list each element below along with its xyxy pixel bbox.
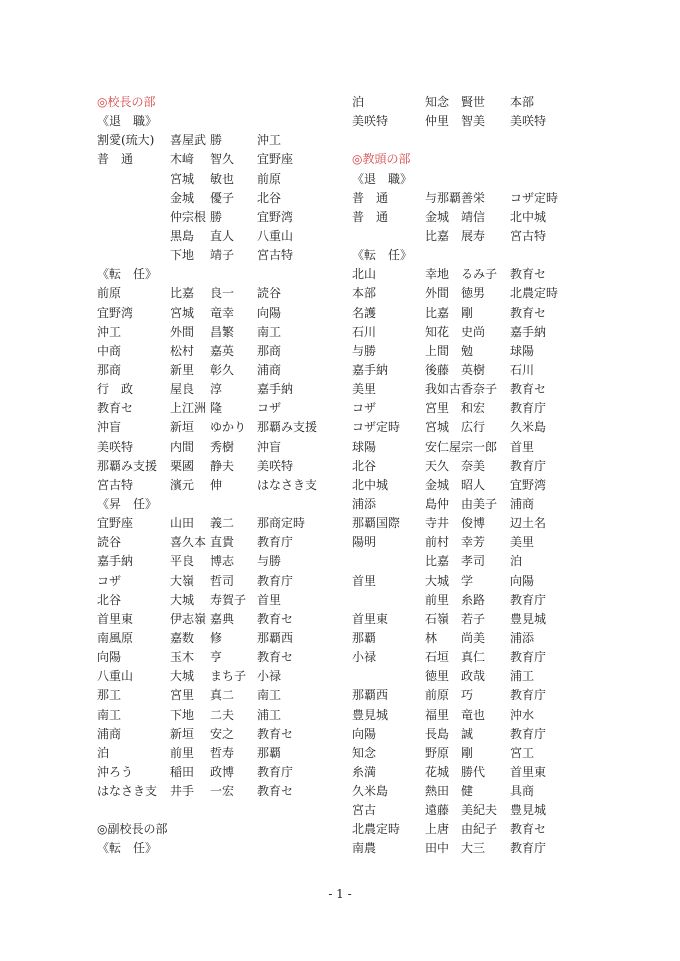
surname: 知花 bbox=[425, 324, 450, 339]
surname: 黒島 bbox=[170, 228, 195, 243]
given-name: 和宏 bbox=[461, 401, 486, 416]
given-name: 哲司 bbox=[210, 573, 235, 588]
from-school: 美咲特 bbox=[352, 114, 389, 129]
surname: 宮里 bbox=[425, 401, 450, 416]
given-name: 幸芳 bbox=[461, 535, 486, 550]
to-school: 豊見城 bbox=[510, 611, 547, 626]
surname: 宮城 bbox=[170, 305, 195, 320]
surname: 井手 bbox=[170, 784, 195, 799]
from-school: 那工 bbox=[97, 688, 122, 703]
given-name: 良一 bbox=[210, 286, 235, 301]
from-school: 北谷 bbox=[352, 458, 377, 473]
heading-text: 《昇 任》 bbox=[97, 496, 158, 511]
given-name: 展寿 bbox=[461, 228, 486, 243]
from-school: 那覇 bbox=[352, 630, 377, 645]
surname: 伊志嶺 bbox=[170, 611, 207, 626]
given-name: 勝代 bbox=[461, 764, 486, 779]
from-school: 普 通 bbox=[97, 152, 134, 167]
to-school: 教育セ bbox=[510, 267, 547, 282]
surname: 上唐 bbox=[425, 822, 450, 837]
page-number: - 1 - bbox=[328, 887, 352, 901]
given-name: 竜幸 bbox=[210, 305, 235, 320]
surname: 宮城 bbox=[170, 171, 195, 186]
from-school: 那商 bbox=[97, 362, 122, 377]
to-school: はなさき支 bbox=[257, 477, 318, 492]
from-school: 宜野湾 bbox=[97, 305, 134, 320]
surname: 石垣 bbox=[425, 650, 450, 665]
to-school: 宜野座 bbox=[257, 152, 294, 167]
given-name: 剛 bbox=[461, 745, 474, 760]
surname: 上江洲 bbox=[170, 401, 207, 416]
given-name: 智美 bbox=[461, 114, 486, 129]
given-name: 健 bbox=[461, 784, 474, 799]
to-school: 豊見城 bbox=[510, 803, 547, 818]
given-name: 敏也 bbox=[210, 171, 235, 186]
given-name: 善栄 bbox=[461, 190, 486, 205]
surname: 新里 bbox=[170, 362, 195, 377]
given-name: 由紀子 bbox=[461, 822, 498, 837]
from-school: 北山 bbox=[352, 267, 377, 282]
to-school: 教育庁 bbox=[510, 841, 547, 856]
from-school: 中商 bbox=[97, 343, 122, 358]
given-name: 史尚 bbox=[461, 324, 486, 339]
to-school: 教育庁 bbox=[510, 650, 547, 665]
surname: 松村 bbox=[170, 343, 195, 358]
given-name: 昌繁 bbox=[210, 324, 235, 339]
from-school: 首里東 bbox=[97, 611, 134, 626]
given-name: まち子 bbox=[210, 669, 247, 684]
to-school: 那商 bbox=[257, 343, 282, 358]
to-school: 本部 bbox=[510, 95, 535, 109]
from-school: 与勝 bbox=[352, 343, 377, 358]
surname: 仲里 bbox=[425, 114, 450, 129]
given-name: 修 bbox=[210, 630, 223, 645]
given-name: 尚美 bbox=[461, 630, 486, 645]
to-school: 教育庁 bbox=[257, 535, 294, 550]
to-school: 沖水 bbox=[510, 707, 535, 722]
from-school: 浦商 bbox=[97, 726, 122, 741]
to-school: 八重山 bbox=[257, 228, 294, 243]
surname: 内間 bbox=[170, 439, 195, 454]
to-school: 小禄 bbox=[257, 669, 282, 684]
to-school: 那覇西 bbox=[257, 630, 294, 645]
surname: 幸地 bbox=[425, 267, 450, 282]
heading-text: 《退 職》 bbox=[352, 171, 413, 186]
to-school: 教育セ bbox=[257, 611, 294, 626]
from-school: コザ bbox=[97, 573, 122, 588]
given-name: るみ子 bbox=[461, 267, 498, 282]
given-name: ゆかり bbox=[210, 420, 247, 435]
from-school: 北農定時 bbox=[352, 822, 401, 837]
from-school: 那覇国際 bbox=[352, 516, 401, 531]
to-school: 美里 bbox=[510, 535, 535, 550]
from-school: 首里東 bbox=[352, 611, 389, 626]
from-school: 宜野座 bbox=[97, 516, 134, 531]
to-school: 教育庁 bbox=[510, 688, 547, 703]
to-school: 教育セ bbox=[510, 382, 547, 397]
given-name: 淳 bbox=[210, 382, 223, 397]
given-name: 剛 bbox=[461, 305, 474, 320]
surname: 田中 bbox=[425, 841, 450, 856]
to-school: 北中城 bbox=[510, 209, 547, 224]
given-name: 糸路 bbox=[461, 592, 486, 607]
surname: 平良 bbox=[170, 554, 195, 569]
surname: 上間 bbox=[425, 343, 450, 358]
to-school: 浦添 bbox=[510, 630, 535, 645]
given-name: 靖子 bbox=[210, 248, 235, 263]
given-name: 秀樹 bbox=[210, 439, 235, 454]
heading-text: 《退 職》 bbox=[97, 114, 158, 129]
from-school: 教育セ bbox=[97, 401, 134, 416]
given-name: 賢世 bbox=[461, 95, 486, 109]
from-school: 北谷 bbox=[97, 592, 122, 607]
surname: 濱元 bbox=[170, 477, 195, 492]
given-name: 優子 bbox=[210, 190, 235, 205]
from-school: 浦添 bbox=[352, 496, 377, 511]
surname: 知念 bbox=[425, 95, 450, 109]
from-school: コザ定時 bbox=[352, 420, 401, 435]
surname: 外間 bbox=[425, 286, 450, 301]
surname: 福里 bbox=[425, 707, 450, 722]
surname: 大城 bbox=[170, 592, 195, 607]
given-name: 直人 bbox=[210, 228, 235, 243]
to-school: 与勝 bbox=[257, 554, 282, 569]
surname: 喜久本 bbox=[170, 535, 207, 550]
given-name: 直貴 bbox=[210, 535, 235, 550]
from-school: 南風原 bbox=[97, 630, 134, 645]
given-name: 政哉 bbox=[461, 669, 486, 684]
surname: 宮里 bbox=[170, 688, 195, 703]
from-school: 陽明 bbox=[352, 535, 377, 550]
given-name: 奈美 bbox=[461, 458, 486, 473]
to-school: 読谷 bbox=[257, 286, 282, 301]
to-school: 浦工 bbox=[510, 669, 535, 684]
surname: 下地 bbox=[170, 248, 195, 263]
from-school: 沖盲 bbox=[97, 420, 122, 435]
surname: 前原 bbox=[425, 688, 450, 703]
from-school: 石川 bbox=[352, 324, 377, 339]
surname: 野原 bbox=[425, 745, 450, 760]
from-school: 糸満 bbox=[352, 764, 377, 779]
from-school: 久米島 bbox=[352, 784, 389, 799]
to-school: 宮工 bbox=[510, 745, 535, 760]
surname: 比嘉 bbox=[170, 286, 195, 301]
surname: 嘉数 bbox=[170, 630, 195, 645]
heading-text: 《転 任》 bbox=[352, 248, 413, 263]
to-school: 美咲特 bbox=[510, 114, 547, 129]
given-name: 誠 bbox=[461, 726, 474, 741]
from-school: 宮古特 bbox=[97, 477, 134, 492]
surname: 比嘉 bbox=[425, 228, 450, 243]
to-school: 教育セ bbox=[510, 822, 547, 837]
given-name: 智久 bbox=[210, 152, 235, 167]
to-school: 向陽 bbox=[257, 305, 282, 320]
from-school: 泊 bbox=[97, 745, 110, 760]
to-school: 首里東 bbox=[510, 764, 547, 779]
from-school: 行 政 bbox=[97, 382, 134, 397]
from-school: 前原 bbox=[97, 286, 122, 301]
from-school: 普 通 bbox=[352, 209, 389, 224]
from-school: 豊見城 bbox=[352, 707, 389, 722]
from-school: 沖工 bbox=[97, 324, 122, 339]
from-school: 南農 bbox=[352, 841, 377, 856]
given-name: 昭人 bbox=[461, 477, 486, 492]
to-school: コザ定時 bbox=[510, 190, 559, 205]
from-school: 小禄 bbox=[352, 650, 377, 665]
given-name: 嘉典 bbox=[210, 611, 235, 626]
given-name: 勉 bbox=[461, 343, 474, 358]
from-school: 向陽 bbox=[352, 726, 377, 741]
to-school: 宮古特 bbox=[257, 248, 294, 263]
surname: 前里 bbox=[170, 745, 195, 760]
to-school: 那商定時 bbox=[257, 516, 306, 531]
surname: 石嶺 bbox=[425, 611, 450, 626]
given-name: 俊博 bbox=[461, 516, 486, 531]
surname: 宮城 bbox=[425, 420, 450, 435]
to-school: 前原 bbox=[257, 171, 282, 186]
to-school: 久米島 bbox=[510, 420, 547, 435]
heading-text: ◎校長の部 bbox=[97, 95, 156, 109]
to-school: 那覇み支援 bbox=[257, 420, 318, 435]
from-school: 泊 bbox=[352, 95, 365, 109]
to-school: 嘉手納 bbox=[257, 382, 294, 397]
to-school: 北農定時 bbox=[510, 286, 559, 301]
heading-text: 《転 任》 bbox=[97, 841, 158, 856]
given-name: 学 bbox=[461, 573, 474, 588]
from-school: 割愛(琉大) bbox=[97, 133, 155, 148]
from-school: 北中城 bbox=[352, 477, 389, 492]
given-name: 巧 bbox=[461, 688, 474, 703]
surname: 仲宗根 bbox=[170, 209, 207, 224]
surname: 玉木 bbox=[170, 650, 195, 665]
to-school: 浦商 bbox=[257, 362, 282, 377]
to-school: 石川 bbox=[510, 362, 535, 377]
to-school: 那覇 bbox=[257, 745, 282, 760]
to-school: コザ bbox=[257, 401, 282, 416]
to-school: 南工 bbox=[257, 688, 282, 703]
given-name: 亨 bbox=[210, 650, 223, 665]
surname: 金城 bbox=[425, 477, 450, 492]
to-school: 首里 bbox=[510, 439, 535, 454]
surname: 徳里 bbox=[425, 669, 450, 684]
to-school: 教育セ bbox=[257, 784, 294, 799]
to-school: 教育セ bbox=[510, 305, 547, 320]
to-school: 南工 bbox=[257, 324, 282, 339]
surname: 大城 bbox=[425, 573, 450, 588]
from-school: はなさき支 bbox=[97, 784, 158, 799]
from-school: 読谷 bbox=[97, 535, 122, 550]
given-name: 二夫 bbox=[210, 707, 235, 722]
to-school: 北谷 bbox=[257, 190, 282, 205]
surname: 前村 bbox=[425, 535, 450, 550]
given-name: 勝 bbox=[210, 209, 223, 224]
to-school: 浦工 bbox=[257, 707, 282, 722]
surname: 新垣 bbox=[170, 726, 195, 741]
given-name: 静夫 bbox=[210, 458, 235, 473]
from-school: 美里 bbox=[352, 382, 377, 397]
heading-text: 《転 任》 bbox=[97, 267, 158, 282]
to-school: 辺土名 bbox=[510, 516, 547, 531]
from-school: 嘉手納 bbox=[97, 554, 134, 569]
from-school: 本部 bbox=[352, 286, 377, 301]
given-name: 孝司 bbox=[461, 554, 486, 569]
from-school: 沖ろう bbox=[97, 764, 134, 779]
given-name: 靖信 bbox=[461, 209, 486, 224]
surname: 外間 bbox=[170, 324, 195, 339]
from-school: 球陽 bbox=[352, 439, 377, 454]
given-name: 真仁 bbox=[461, 650, 486, 665]
to-school: 宜野湾 bbox=[257, 209, 294, 224]
surname: 金城 bbox=[170, 190, 195, 205]
from-school: 美咲特 bbox=[97, 439, 134, 454]
given-name: 哲寿 bbox=[210, 745, 235, 760]
to-school: 向陽 bbox=[510, 573, 535, 588]
surname: 比嘉 bbox=[425, 305, 450, 320]
to-school: 教育セ bbox=[257, 650, 294, 665]
to-school: 教育庁 bbox=[510, 401, 547, 416]
to-school: 美咲特 bbox=[257, 458, 294, 473]
to-school: 宜野湾 bbox=[510, 477, 547, 492]
surname: 前里 bbox=[425, 592, 450, 607]
given-name: 由美子 bbox=[461, 496, 498, 511]
given-name: 彰久 bbox=[210, 362, 235, 377]
from-school: 南工 bbox=[97, 707, 122, 722]
given-name: 若子 bbox=[461, 611, 486, 626]
given-name: 義二 bbox=[210, 516, 235, 531]
surname: 熱田 bbox=[425, 784, 450, 799]
given-name: 真二 bbox=[210, 688, 235, 703]
surname: 栗國 bbox=[170, 458, 195, 473]
from-school: 知念 bbox=[352, 745, 377, 760]
given-name: 広行 bbox=[461, 420, 486, 435]
to-school: 沖盲 bbox=[257, 439, 282, 454]
surname: 木﨑 bbox=[170, 152, 195, 167]
surname: 喜屋武 bbox=[170, 133, 207, 148]
to-school: 具商 bbox=[510, 784, 535, 799]
given-name: 寿賀子 bbox=[210, 592, 247, 607]
from-school: 首里 bbox=[352, 573, 377, 588]
given-name: 美紀夫 bbox=[461, 803, 498, 818]
given-name: 安之 bbox=[210, 726, 235, 741]
to-school: 教育セ bbox=[257, 726, 294, 741]
from-school: 那覇み支援 bbox=[97, 458, 158, 473]
surname: 大嶺 bbox=[170, 573, 195, 588]
surname: 天久 bbox=[425, 458, 450, 473]
surname: 下地 bbox=[170, 707, 195, 722]
given-name: 博志 bbox=[210, 554, 235, 569]
given-name: 勝 bbox=[210, 133, 223, 148]
from-school: 那覇西 bbox=[352, 688, 389, 703]
given-name: 一宏 bbox=[210, 784, 235, 799]
to-school: 浦商 bbox=[510, 496, 535, 511]
to-school: 球陽 bbox=[510, 343, 535, 358]
given-name: 嘉英 bbox=[210, 343, 235, 358]
to-school: 宮古特 bbox=[510, 228, 547, 243]
surname: 稲田 bbox=[170, 764, 195, 779]
surname: 新垣 bbox=[170, 420, 195, 435]
from-school: 名護 bbox=[352, 305, 377, 320]
given-name: 英樹 bbox=[461, 362, 486, 377]
from-school: 嘉手納 bbox=[352, 362, 389, 377]
from-school: 八重山 bbox=[97, 669, 134, 684]
given-name: 伸 bbox=[210, 477, 223, 492]
surname: 島仲 bbox=[425, 496, 450, 511]
given-name: 大三 bbox=[461, 841, 486, 856]
given-name: 竜也 bbox=[461, 707, 486, 722]
to-school: 泊 bbox=[510, 554, 523, 569]
surname: 与那覇 bbox=[425, 190, 462, 205]
surname: 比嘉 bbox=[425, 554, 450, 569]
from-school: 宮古 bbox=[352, 803, 377, 818]
surname: 大城 bbox=[170, 669, 195, 684]
surname: 長島 bbox=[425, 726, 450, 741]
heading-text: ◎教頭の部 bbox=[352, 152, 411, 167]
given-name: 政博 bbox=[210, 764, 235, 779]
from-school: 向陽 bbox=[97, 650, 122, 665]
from-school: コザ bbox=[352, 401, 377, 416]
to-school: 教育庁 bbox=[257, 764, 294, 779]
to-school: 教育庁 bbox=[510, 458, 547, 473]
surname: 山田 bbox=[170, 516, 195, 531]
to-school: 教育庁 bbox=[510, 592, 547, 607]
to-school: 首里 bbox=[257, 592, 282, 607]
surname: 後藤 bbox=[425, 362, 450, 377]
surname: 遠藤 bbox=[425, 803, 450, 818]
given-name: 隆 bbox=[210, 401, 223, 416]
surname: 屋良 bbox=[170, 382, 195, 397]
surname: 花城 bbox=[425, 764, 450, 779]
surname: 我如古香奈子 bbox=[425, 382, 498, 397]
to-school: 沖工 bbox=[257, 133, 282, 148]
heading-text: ◎副校長の部 bbox=[97, 822, 168, 837]
to-school: 嘉手納 bbox=[510, 324, 547, 339]
given-name: 徳男 bbox=[461, 286, 486, 301]
to-school: 教育庁 bbox=[510, 726, 547, 741]
surname: 林 bbox=[425, 630, 438, 645]
surname: 金城 bbox=[425, 209, 450, 224]
to-school: 教育庁 bbox=[257, 573, 294, 588]
surname: 安仁屋宗一郎 bbox=[425, 439, 498, 454]
surname: 寺井 bbox=[425, 516, 450, 531]
from-school: 普 通 bbox=[352, 190, 389, 205]
